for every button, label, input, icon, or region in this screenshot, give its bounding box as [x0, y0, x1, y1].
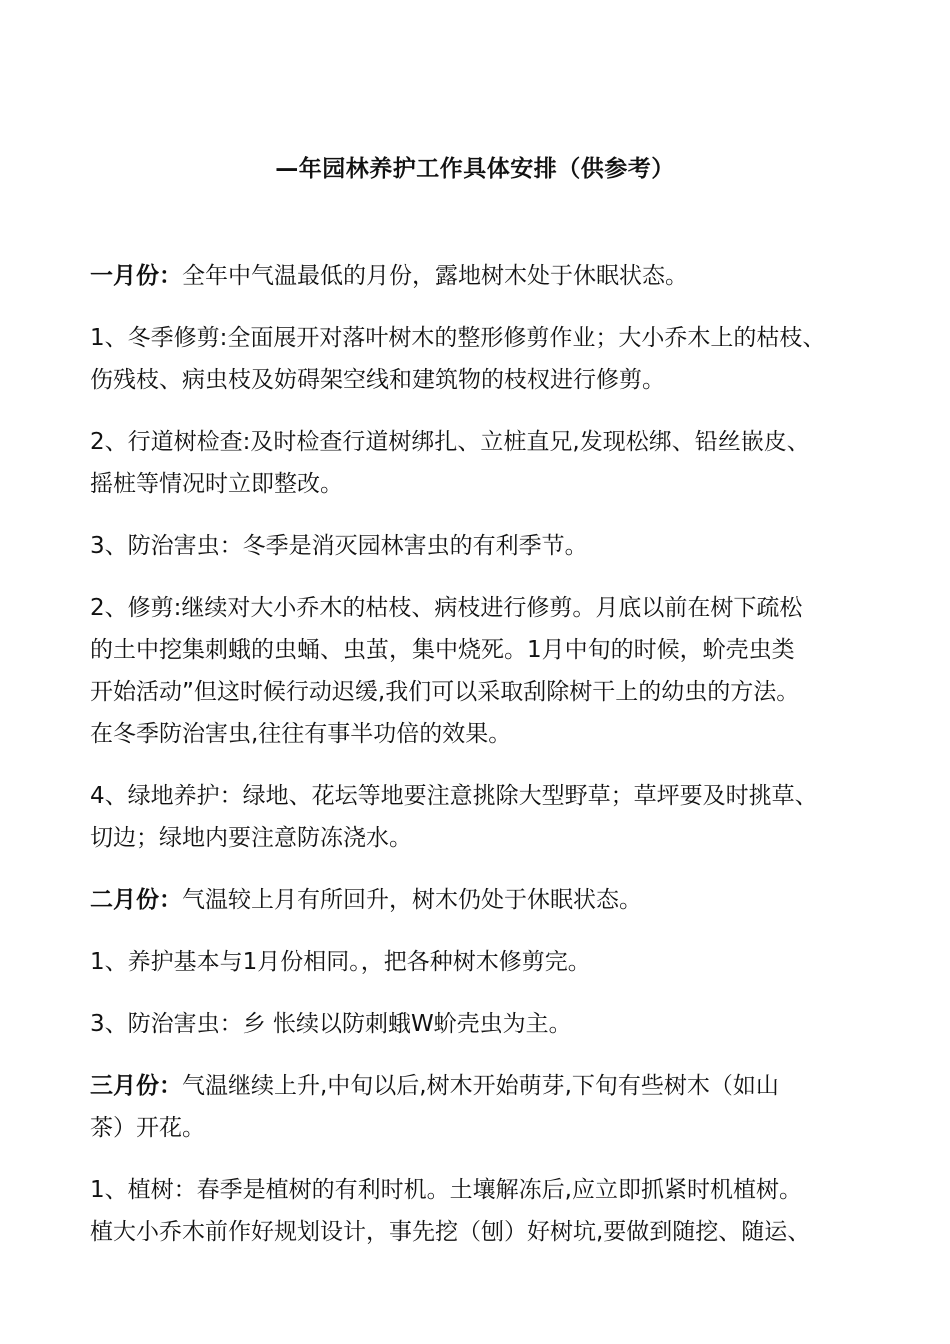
paragraph [90, 525, 880, 567]
month-label: 三月份： [90, 1073, 182, 1099]
paragraph-line [90, 1211, 880, 1253]
paragraph [90, 421, 880, 505]
paragraph [90, 1169, 880, 1253]
paragraph-text: 茶）开花。 [90, 1115, 205, 1141]
paragraph [90, 255, 880, 297]
paragraph [90, 1065, 880, 1149]
paragraph-line [90, 1003, 880, 1045]
paragraph-text: 气温继续上升,中旬以后,树木开始萌芽,下旬有些树木（如山 [182, 1073, 779, 1099]
paragraph-text: 3、防治害虫：冬季是消灭园林害虫的有利季节。 [90, 533, 588, 559]
paragraph-line [90, 1107, 880, 1149]
paragraph-line [90, 1065, 880, 1107]
paragraph-text: 开始活动”但这时候行动迟缓,我们可以采取刮除树干上的幼虫的方法。 [90, 679, 800, 705]
paragraph-line [90, 525, 880, 567]
paragraph-text: 气温较上月有所回升，树木仍处于休眠状态。 [182, 887, 642, 913]
month-label: 一月份： [90, 263, 182, 289]
document-body [90, 255, 880, 1273]
paragraph-line [90, 817, 880, 859]
paragraph-text: 3、防治害虫：乡 怅续以防刺蛾W蚧壳虫为主。 [90, 1011, 572, 1037]
paragraph [90, 1003, 880, 1045]
paragraph-text: 的土中挖集刺蛾的虫蛹、虫茧，集中烧死。1月中旬的时候，蚧壳虫类 [90, 637, 795, 663]
paragraph-line [90, 775, 880, 817]
paragraph-line [90, 255, 880, 297]
paragraph-text: 在冬季防治害虫,往往有事半功倍的效果。 [90, 721, 512, 747]
paragraph-text: 全年中气温最低的月份，露地树木处于休眠状态。 [182, 263, 688, 289]
paragraph [90, 879, 880, 921]
paragraph-text: 伤残枝、病虫枝及妨碍架空线和建筑物的枝杈进行修剪。 [90, 367, 665, 393]
paragraph-line [90, 1169, 880, 1211]
paragraph-text: 2、行道树检查:及时检查行道树绑扎、立桩直兄,发现松绑、铅丝嵌皮、 [90, 429, 810, 455]
paragraph-text: 1、植树：春季是植树的有利时机。土壤解冻后,应立即抓紧时机植树。 [90, 1177, 802, 1203]
paragraph [90, 775, 880, 859]
paragraph-text: 1、冬季修剪:全面展开对落叶树木的整形修剪作业；大小乔木上的枯枝、 [90, 325, 826, 351]
paragraph-line [90, 587, 880, 629]
paragraph-line [90, 359, 880, 401]
paragraph-text: 切边；绿地内要注意防冻浇水。 [90, 825, 412, 851]
paragraph-line [90, 463, 880, 505]
paragraph-text: 4、绿地养护：绿地、花坛等地要注意挑除大型野草；草坪要及时挑草、 [90, 783, 818, 809]
paragraph-line [90, 317, 880, 359]
paragraph-text: 1、养护基本与1月份相同。，把各种树木修剪完。 [90, 949, 591, 975]
paragraph [90, 941, 880, 983]
paragraph-line [90, 671, 880, 713]
paragraph [90, 317, 880, 401]
month-label: 二月份： [90, 887, 182, 913]
paragraph-line [90, 879, 880, 921]
paragraph-text: 2、修剪:继续对大小乔木的枯枝、病枝进行修剪。月底以前在树下疏松 [90, 595, 803, 621]
paragraph-text: 摇桩等情况时立即整改。 [90, 471, 343, 497]
paragraph-line [90, 941, 880, 983]
document-title: —年园林养护工作具体安排（供参考） [275, 156, 675, 182]
paragraph-text: 植大小乔木前作好规划设计，事先挖（刨）好树坑,要做到随挖、随运、 [90, 1219, 811, 1245]
paragraph [90, 587, 880, 755]
paragraph-line [90, 713, 880, 755]
paragraph-line [90, 421, 880, 463]
paragraph-line [90, 629, 880, 671]
